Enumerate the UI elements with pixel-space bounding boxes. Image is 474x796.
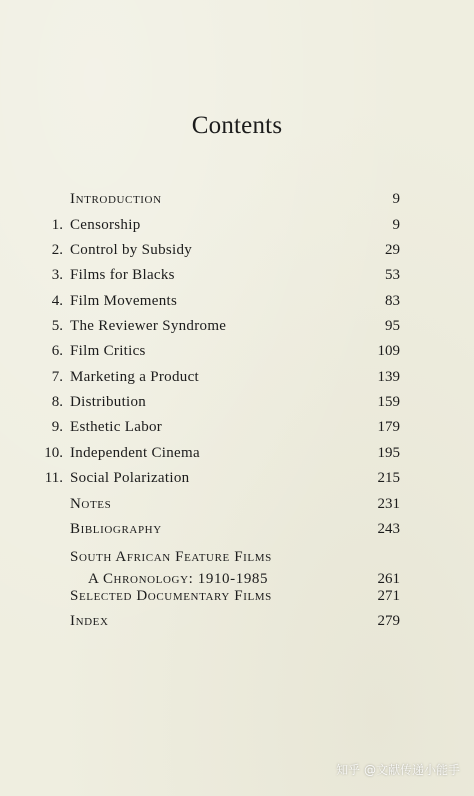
toc-entry-label: Control by Subsidy [70,242,193,258]
watermark-text: 知乎 @文献传递小能手 [336,763,460,777]
toc-entry-page: 29 [385,242,400,258]
toc-entry-number: 5. [51,318,63,334]
toc-entry-page: 139 [377,369,400,385]
toc-entry-number: 7. [51,369,63,385]
toc-entry-label: Introduction [70,191,162,207]
toc-entry-feature-films [0,546,474,590]
toc-entry-label: Esthetic Labor [70,419,163,435]
toc-entry-label: Film Critics [70,343,146,359]
toc-entry-page: 271 [377,588,400,604]
toc-entry-bibliography [0,518,474,540]
toc-entry-number: 4. [51,293,63,309]
toc-entry-label: The Reviewer Syndrome [70,318,227,334]
toc-entry-label: Bibliography [70,521,162,537]
toc-entry-chapter-7 [0,366,474,388]
toc-entry-label: Index [70,613,109,629]
toc-entry-page: 231 [377,496,400,512]
toc-entry-chapter-6 [0,340,474,362]
toc-entry-page: 95 [385,318,400,334]
toc-entry-number: 10. [44,445,63,461]
toc-entry-page: 9 [392,217,400,233]
toc-entry-label: Film Movements [70,293,178,309]
toc-entry-chapter-9 [0,416,474,438]
toc-entry-chapter-2 [0,239,474,261]
toc-entry-number: 6. [51,343,63,359]
toc-entry-chapter-1 [0,214,474,236]
toc-entry-page: 9 [392,191,400,207]
toc-entry-page: 53 [385,267,400,283]
toc-entry-number: 9. [51,419,63,435]
toc-entry-index [0,610,474,632]
toc-entry-number: 1. [51,217,63,233]
toc-entry-label: Censorship [70,217,141,233]
toc-entry-label: Selected Documentary Films [70,588,272,604]
toc-entry-label: Distribution [70,394,147,410]
toc-entry-page: 159 [377,394,400,410]
toc-entry-label: Films for Blacks [70,267,175,283]
toc-entry-chapter-11 [0,467,474,489]
page-title: Contents [191,112,283,139]
toc-entry-page: 195 [377,445,400,461]
toc-entry-number: 2. [51,242,63,258]
toc-entry-label-continuation: A Chronology: 1910-1985 [88,571,269,587]
toc-entry-number: 11. [44,470,63,486]
toc-entry-chapter-10 [0,442,474,464]
toc-entry-label: Independent Cinema [70,445,200,461]
toc-entry-page: 279 [377,613,400,629]
toc-entry-page: 83 [385,293,400,309]
toc-entry-page: 243 [377,521,400,537]
toc-entry-number: 3. [51,267,63,283]
toc-entry-label: Marketing a Product [70,369,200,385]
toc-entry-chapter-8 [0,391,474,413]
toc-entry-chapter-3 [0,264,474,286]
toc-entry-notes [0,493,474,515]
toc-entry-label: Social Polarization [70,470,190,486]
toc-entry-documentary-films [0,585,474,607]
toc-entry-introduction [0,188,474,210]
toc-entry-chapter-5 [0,315,474,337]
toc-entry-chapter-4 [0,290,474,312]
toc-entry-page: 179 [377,419,400,435]
toc-entry-page: 109 [377,343,400,359]
toc-entry-number: 8. [51,394,63,410]
toc-entry-label: Notes [70,496,112,512]
toc-entry-page: 261 [377,571,400,587]
toc-entry-label: South African Feature Films [70,549,272,565]
toc-entry-page: 215 [377,470,400,486]
